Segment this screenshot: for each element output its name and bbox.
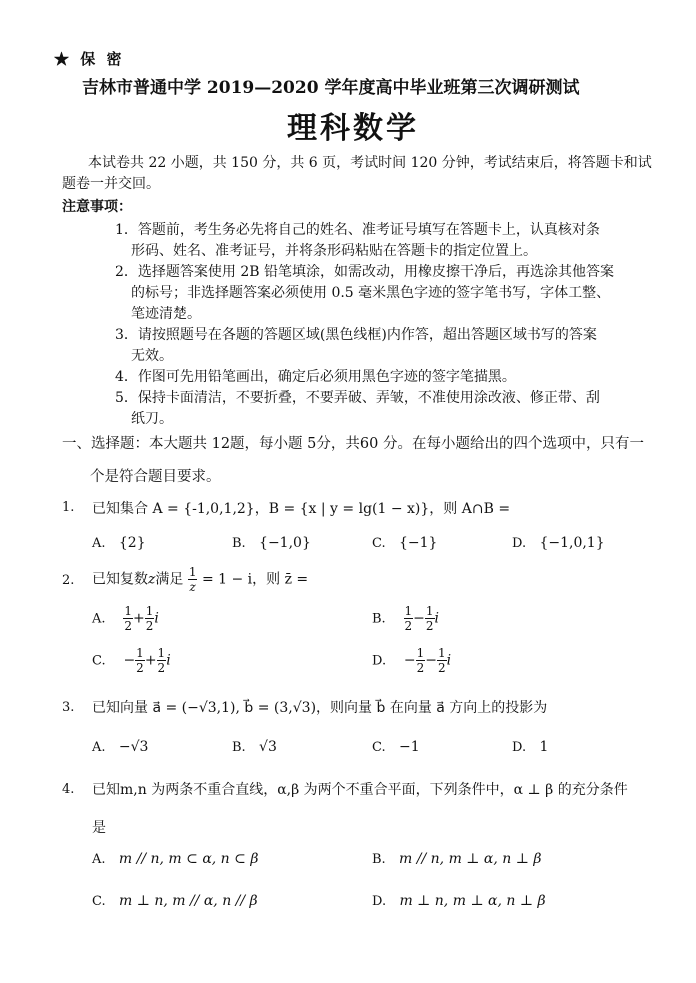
fraction-numerator: 1 xyxy=(425,604,434,618)
option-text: m ⊥ n, m ⊥ α, n ⊥ β xyxy=(399,893,546,909)
option-label: A. xyxy=(92,852,106,867)
q2-option-b xyxy=(372,604,439,633)
option-label: C. xyxy=(92,653,106,669)
q2-option-c: C. − $\frac{1}{2}$ + $\frac{1}{2}$ i xyxy=(92,646,171,675)
note-5-line-1: 5．保持卡面清洁，不要折叠，不要弄破、弄皱，不准使用涂改液、修正带、刮 xyxy=(115,390,600,406)
half-fraction xyxy=(135,646,145,675)
q3-option-b xyxy=(232,739,277,755)
intro-line-2: 题卷一并交回。 xyxy=(62,176,160,192)
option-label: D. xyxy=(372,653,387,669)
question-3-number: 3. xyxy=(62,700,75,715)
q4-option-a xyxy=(92,851,258,867)
fraction-numerator: 1 xyxy=(145,604,154,618)
imaginary-unit: i xyxy=(446,652,452,669)
note-3-line-2: 无效。 xyxy=(131,348,173,364)
option-label: D. xyxy=(512,536,527,551)
option-text: {−1,0,1} xyxy=(539,535,605,551)
option-label: B. xyxy=(232,536,246,551)
note-2-line-3: 笔迹清楚。 xyxy=(131,306,201,322)
option-text: m ⊥ n, m // α, n // β xyxy=(118,893,258,909)
q3-option-c xyxy=(372,739,420,755)
half-fraction xyxy=(416,646,426,675)
q2-option-d: D. − $\frac{1}{2}$ − $\frac{1}{2}$ i xyxy=(372,646,452,675)
imaginary-unit: i xyxy=(166,652,171,669)
question-4-stem: 已知m,n 为两条不重合直线，α,β 为两个不重合平面，下列条件中，α ⊥ β 的充分条件 xyxy=(92,782,628,798)
fraction-numerator: 1 xyxy=(416,646,425,660)
option-label: A. xyxy=(92,740,106,755)
q4-option-b xyxy=(372,851,541,867)
q2-var-z: z xyxy=(148,571,156,588)
q4-option-c xyxy=(92,893,258,909)
q4-option-d xyxy=(372,893,546,909)
fraction-denominator: 2 xyxy=(157,661,166,675)
q1-option-d xyxy=(512,535,605,551)
option-label: C. xyxy=(372,740,386,755)
fraction-numerator: 1 xyxy=(438,646,446,660)
operator: − xyxy=(403,652,416,669)
fraction-numerator: 1 xyxy=(157,646,166,660)
option-label: D. xyxy=(372,894,387,909)
option-label: D. xyxy=(512,740,527,755)
fraction-denominator: 2 xyxy=(425,619,434,633)
option-text: −1 xyxy=(398,739,420,755)
half-fraction xyxy=(404,604,414,633)
imaginary-unit: i xyxy=(434,610,439,627)
question-1-stem: 已知集合 A = {-1,0,1,2}，B = {x | y = lg(1 − x)}，则 A∩B = xyxy=(92,501,511,517)
q3-option-d xyxy=(512,739,548,755)
q1-option-b xyxy=(232,535,311,551)
note-3-line-1: 3．请按照题号在各题的答题区域(黑色线框)内作答，超出答题区域书写的答案 xyxy=(115,327,597,343)
option-text: {−1,0} xyxy=(259,535,311,551)
operator: − xyxy=(413,610,425,627)
exam-header: 吉林市普通中学 2019—2020 学年度高中毕业班第三次调研测试 xyxy=(82,78,580,98)
q2-stem-mid: 满足 xyxy=(155,571,184,588)
q3-option-a xyxy=(92,739,148,755)
q2-stem-post: = 1 − i，则 z̄ = xyxy=(201,571,309,588)
half-fraction xyxy=(145,604,155,633)
note-1-line-1: 1．答题前，考生务必先将自己的姓名、准考证号填写在答题卡上，认真核对条 xyxy=(115,222,600,238)
half-fraction xyxy=(157,646,167,675)
option-text: m // n, m ⊥ α, n ⊥ β xyxy=(399,851,542,867)
question-2-number: 2. xyxy=(62,573,75,588)
note-2-line-1: 2．选择题答案使用 2B 铅笔填涂，如需改动，用橡皮擦干净后，再选涂其他答案 xyxy=(115,264,615,280)
fraction-numerator: 1 xyxy=(404,604,413,618)
fraction-numerator: 1 xyxy=(124,604,132,618)
option-label: B. xyxy=(232,740,246,755)
q2-option-a xyxy=(92,604,159,633)
option-text: {−1} xyxy=(398,535,438,551)
imaginary-unit: i xyxy=(154,610,159,627)
fraction-denominator: 2 xyxy=(124,619,132,633)
fraction-denominator: 2 xyxy=(145,619,154,633)
fraction-denominator: 2 xyxy=(404,619,413,633)
fraction-denominator: z xyxy=(189,580,196,594)
option-text: {2} xyxy=(118,535,146,551)
fraction-numerator: 1 xyxy=(136,646,144,660)
option-text: √3 xyxy=(259,739,277,755)
option-label: C. xyxy=(92,894,106,909)
section-heading-line-1: 一、选择题：本大题共 12题，每小题 5分，共60 分。在每小题给出的四个选项中，只有一 xyxy=(62,436,644,452)
fraction-denominator: 2 xyxy=(416,661,425,675)
half-fraction xyxy=(425,604,435,633)
half-fraction xyxy=(123,604,133,633)
option-text: 1 xyxy=(539,739,549,755)
question-4-number: 4. xyxy=(62,782,75,797)
q1-option-c xyxy=(372,535,437,551)
fraction-denominator: 2 xyxy=(438,661,446,675)
question-4-stem-line-2: 是 xyxy=(92,820,106,836)
note-1-line-2: 形码、姓名、准考证号，并将条形码粘贴在答题卡的指定位置上。 xyxy=(131,243,537,259)
fraction-denominator: 2 xyxy=(136,661,144,675)
note-2-line-2: 的标号；非选择题答案必须使用 0.5 毫米黑色字迹的签字笔书写，字体工整、 xyxy=(131,285,611,301)
page-title: 理科数学 xyxy=(287,111,419,146)
note-4-line-1: 4．作图可先用铅笔画出，确定后必须用黑色字迹的签字笔描黑。 xyxy=(115,369,516,385)
section-heading-line-2: 个是符合题目要求。 xyxy=(90,469,221,485)
option-label: B. xyxy=(372,611,386,627)
option-text: −√3 xyxy=(118,739,149,755)
fraction-numerator: 1 xyxy=(188,565,197,579)
intro-line-1: 本试卷共 22 小题，共 150 分，共 6 页，考试时间 120 分钟，考试结束后，将答题卡和试 xyxy=(88,155,652,171)
option-label: A. xyxy=(92,536,106,551)
option-label: B. xyxy=(372,852,386,867)
question-2-stem xyxy=(92,565,308,594)
half-fraction xyxy=(437,646,447,675)
operator: − xyxy=(123,652,136,669)
question-1-number: 1. xyxy=(62,500,75,515)
question-3-stem: 已知向量 a⃗ = (−√3,1), b⃗ = (3,√3)，则向量 b⃗ 在向量 a⃗ 方向上的投影为 xyxy=(92,700,548,716)
operator: + xyxy=(132,610,145,627)
q2-fraction xyxy=(188,565,198,594)
option-label: C. xyxy=(372,536,386,551)
q1-option-a xyxy=(92,535,146,551)
q2-stem-pre: 已知复数 xyxy=(92,571,148,588)
option-text: m // n, m ⊂ α, n ⊂ β xyxy=(118,851,259,867)
note-5-line-2: 纸刀。 xyxy=(131,411,173,427)
notes-heading: 注意事项： xyxy=(62,199,132,215)
confidential-mark: ★ 保 密 xyxy=(54,50,125,68)
option-label: A. xyxy=(92,611,106,627)
